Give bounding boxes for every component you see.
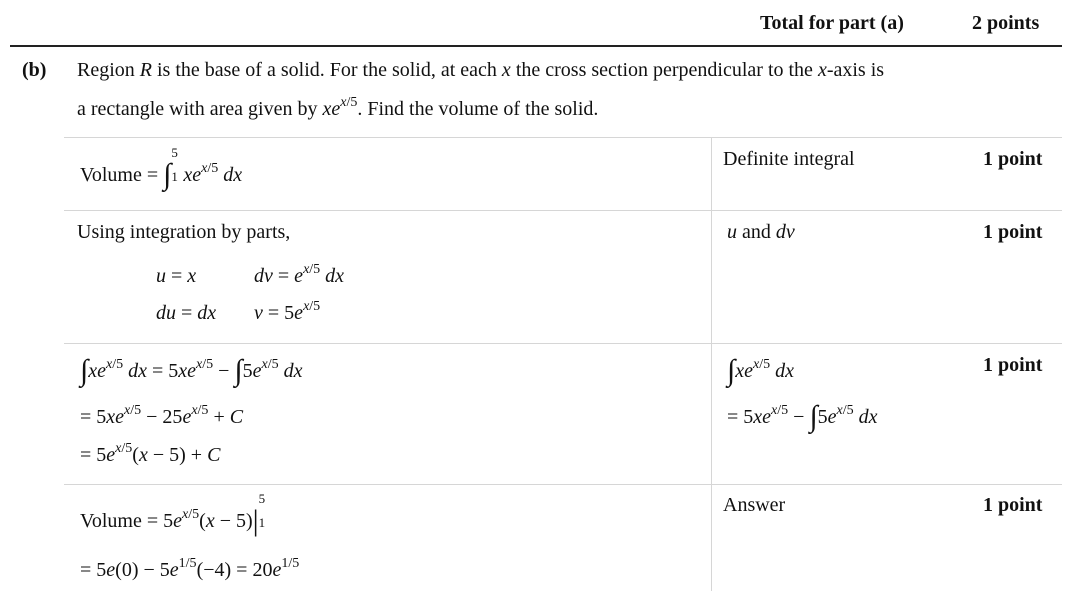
row-divider-2 [64, 343, 1062, 344]
row3-work-line2: = $5xe^{x/5} - 25e^{x/5} + C$ [80, 403, 244, 428]
volume-label-2: Volume [80, 510, 142, 532]
u-symbol: u [727, 221, 737, 243]
row3-criterion-line2: = $5xe^{x/5} - \int 5e^{x/5}$ dx [727, 400, 878, 433]
total-part-a-points: 2 points [972, 12, 1040, 34]
row3-points: 1 point [983, 354, 1043, 376]
row4-points: 1 point [983, 494, 1043, 516]
part-b-prompt-line2: a rectangle with area given by $xe^{x/5}$. Find the volume of the solid. [77, 95, 599, 120]
total-part-a-label: Total for part (a) [760, 12, 904, 34]
row3-work-line3: = $5e^{x/5}(x - 5) + C$ [80, 441, 221, 466]
row1-criterion: Definite integral [723, 148, 855, 170]
section-divider [10, 45, 1062, 47]
row2-by-parts-text: Using integration by parts, [77, 221, 291, 243]
dv-symbol: dv [775, 221, 795, 243]
row2-dv-eq: dv = $e^{x/5}$ dx [254, 262, 345, 287]
row4-work-line2: = $5e(0) - 5e^{1/5}(-4) = 20e^{1/5}$ [80, 556, 300, 581]
row2-criterion [727, 221, 795, 244]
row4-criterion: Answer [723, 494, 786, 516]
volume-label: Volume [80, 164, 142, 186]
row1-points: 1 point [983, 148, 1043, 170]
row3-work-line1: $\int xe^{x/5}$ dx = $5xe^{x/5} - \int 5e^{x/5}$ dx [80, 354, 303, 387]
row2-points: 1 point [983, 221, 1043, 243]
and-word: and [742, 221, 771, 243]
row2-u-eq: u = x [156, 265, 197, 287]
table-top-border [64, 137, 1062, 138]
row-divider-3 [64, 484, 1062, 485]
column-divider [711, 137, 712, 591]
part-b-prompt-line1: Region R is the base of a solid. For the solid, at each x the cross section perpendicular to the x-axis is [77, 59, 885, 81]
row1-volume-integral: Volume = ∫ 5 1 $xe^{x/5}$ dx [80, 145, 243, 191]
row2-du-eq: du = dx [156, 302, 217, 324]
row3-criterion-line1: $\int xe^{x/5}$ dx [727, 354, 794, 387]
row4-work-line1: Volume = $5e^{x/5}(x - 5)|$ 5 1 [80, 491, 266, 537]
row2-v-eq: $v = 5e^{x/5}$ [254, 299, 321, 324]
row-divider-1 [64, 210, 1062, 211]
part-b-label: (b) [22, 59, 47, 81]
